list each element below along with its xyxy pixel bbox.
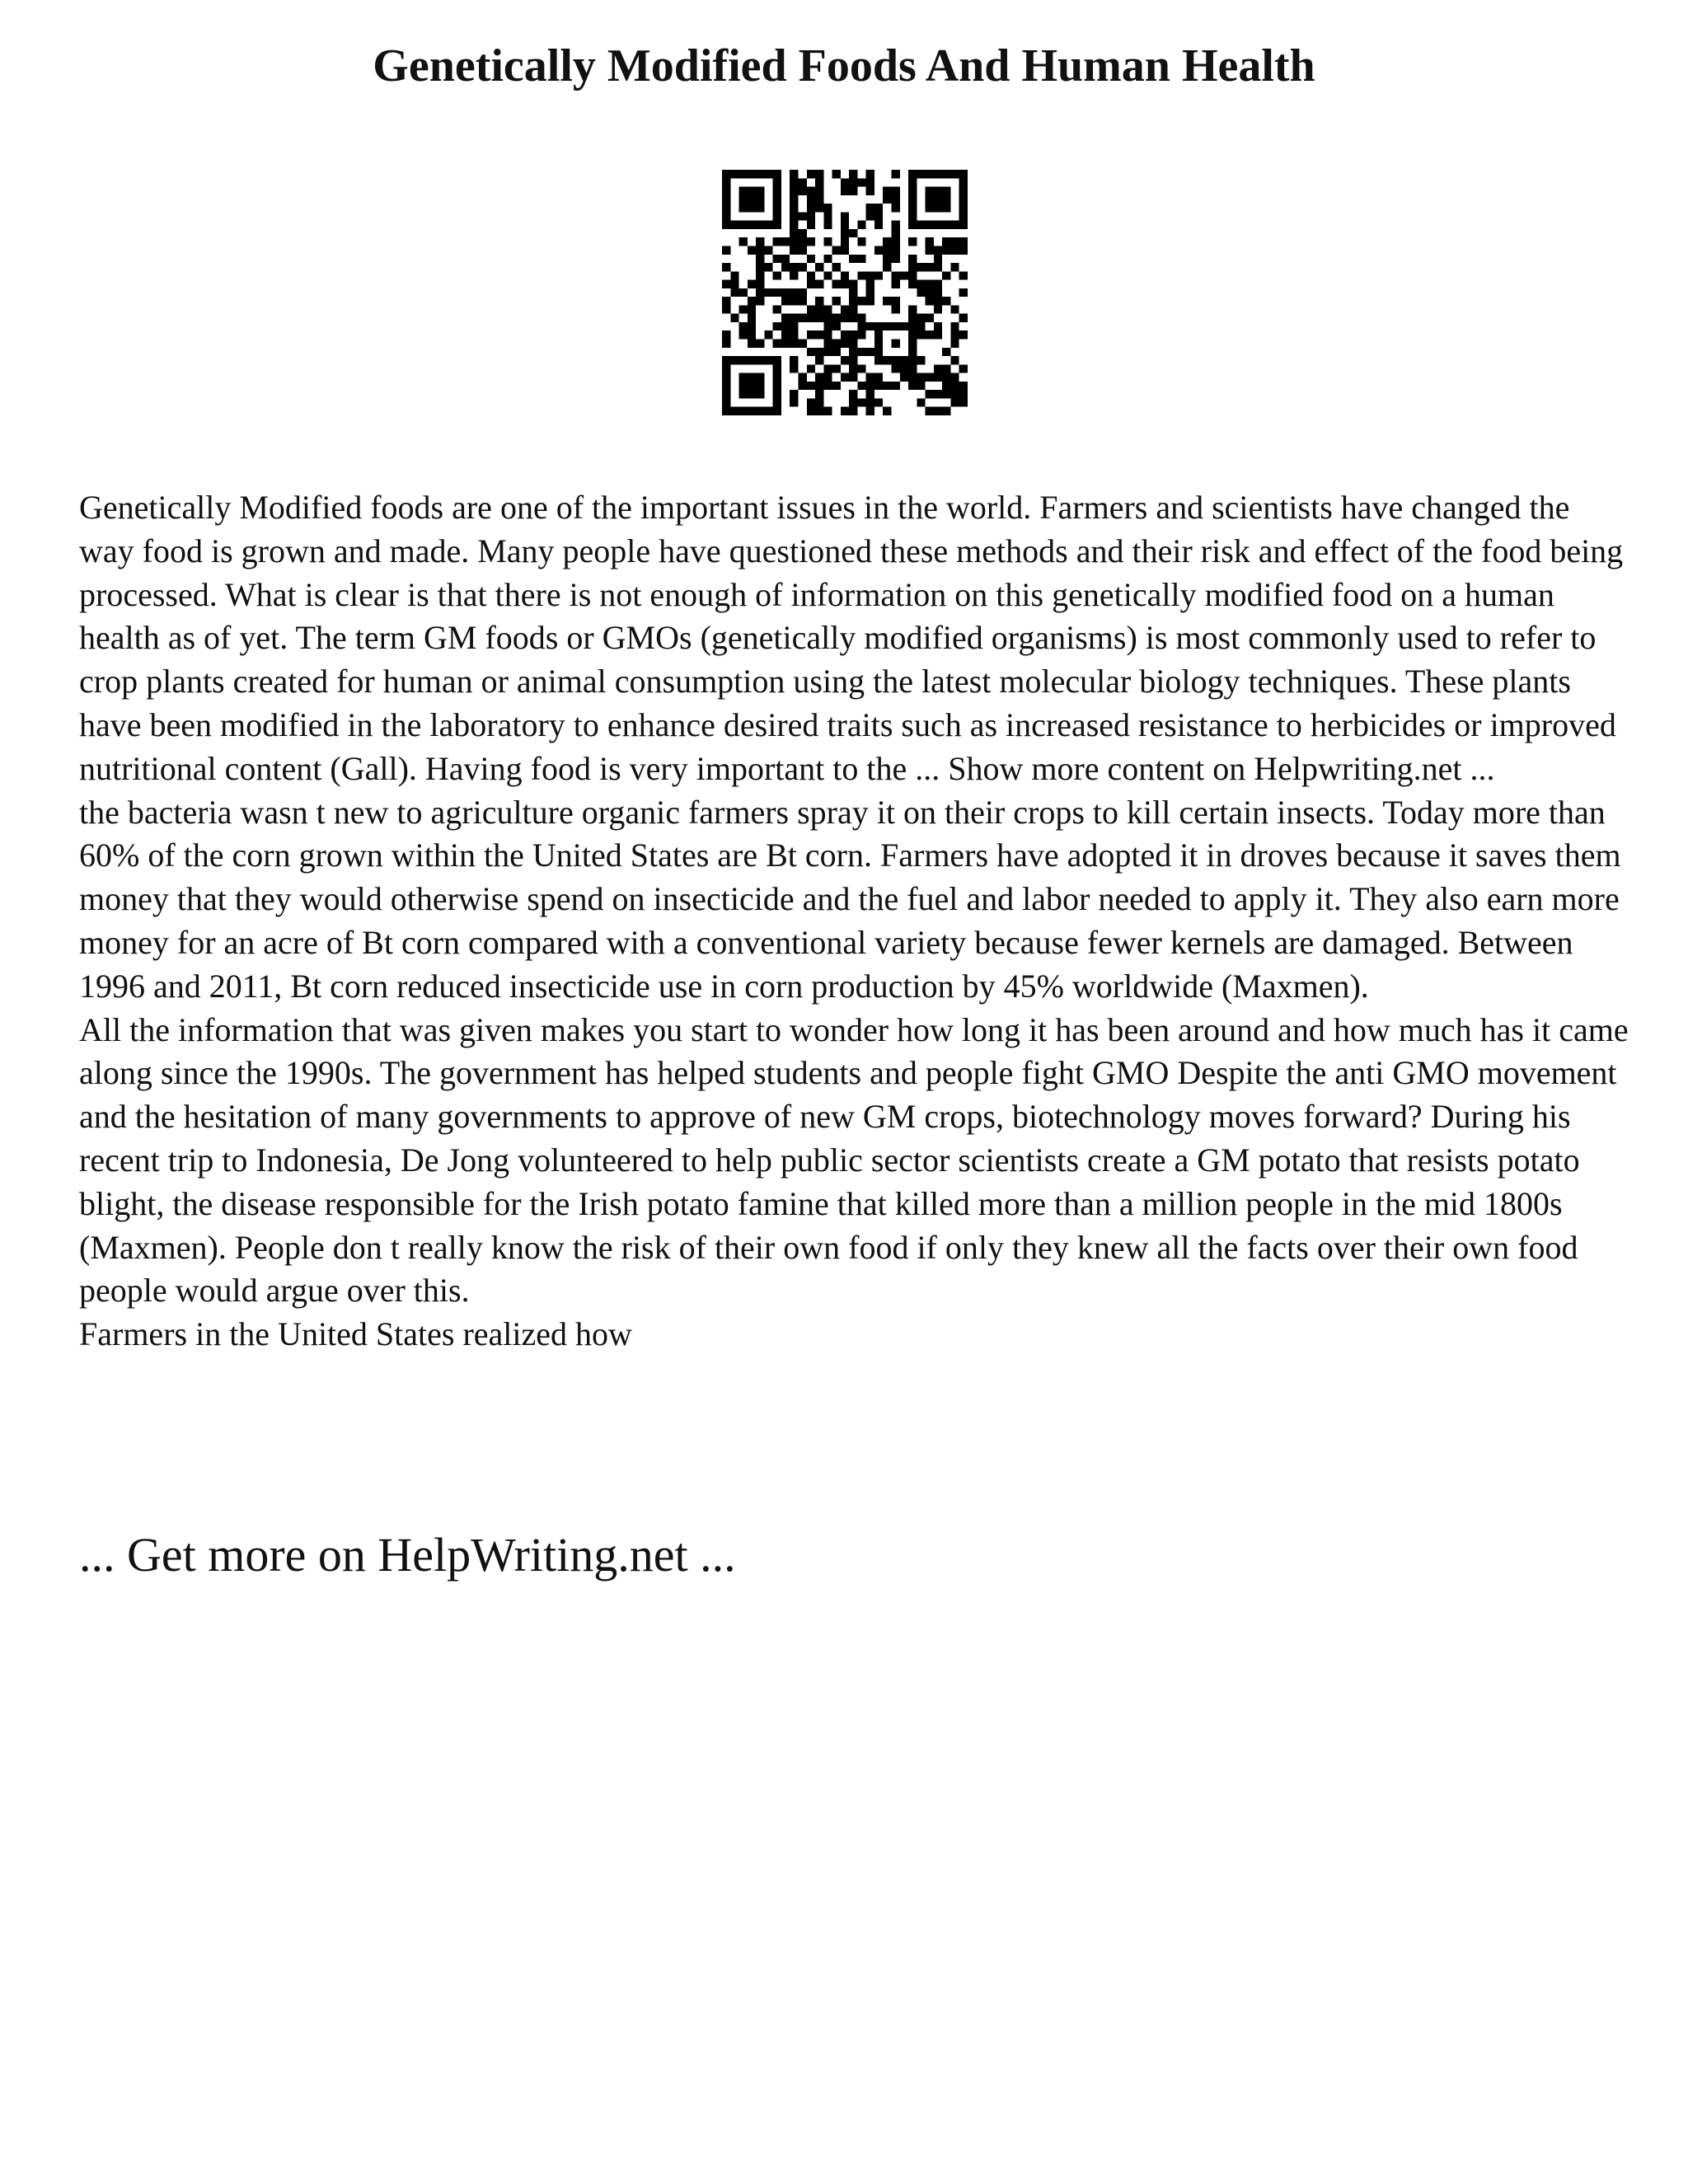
paragraph-intro: Genetically Modified foods are one of the important issues in the world. Farmers and scientists have changed the way food is grown and made. Many people have questioned these methods and their risk and effect of the food being processed. What is clear is that there is not enough of information on this genetically modified food on a human health as of yet. The term GM foods or GMOs (genetically modified organisms) is most commonly used to refer to crop plants created for human or animal consumption using the latest molecular biology techniques. These plants have been modified in the laboratory to enhance desired traits such as increased resistance to herbicides or improved nutritional content (Gall). Having food is very important to the ... Show more content on Helpwriting.net ... [79,489,1624,787]
qr-code-icon [722,170,968,415]
article-body [79,486,1629,1357]
get-more-link[interactable]: ... Get more on HelpWriting.net ... [79,1528,736,1582]
document-title: Genetically Modified Foods And Human Health [373,40,1315,91]
paragraph-history: All the information that was given makes you start to wonder how long it has been around and how much has it came along since the 1990s. The government has helped students and people fight GMO Despite the anti GMO movement and the hesitation of many governments to approve of new GM crops, biotechnology moves forward? During his recent trip to Indonesia, De Jong volunteered to help public sector scientists create a GM potato that resists potato blight, the disease responsible for the Irish potato famine that killed more than a million people in the mid 1800s (Maxmen). People don t really know the risk of their own food if only they knew all the facts over their own food people would argue over this. [79,1010,1629,1310]
paragraph-bt-corn: the bacteria wasn t new to agriculture organic farmers spray it on their crops to kill certain insects. Today more than 60% of the corn grown within the United States are Bt corn. Farmers have adopted it in droves because it saves them money that they would otherwise spend on insecticide and the fuel and labor needed to apply it. They also earn more money for an acre of Bt corn compared with a conventional variety because fewer kernels are damaged. Between 1996 and 2011, Bt corn reduced insecticide use in corn production by 45% worldwide (Maxmen). [79,793,1621,1005]
paragraph-truncated: Farmers in the United States realized how [79,1315,632,1353]
